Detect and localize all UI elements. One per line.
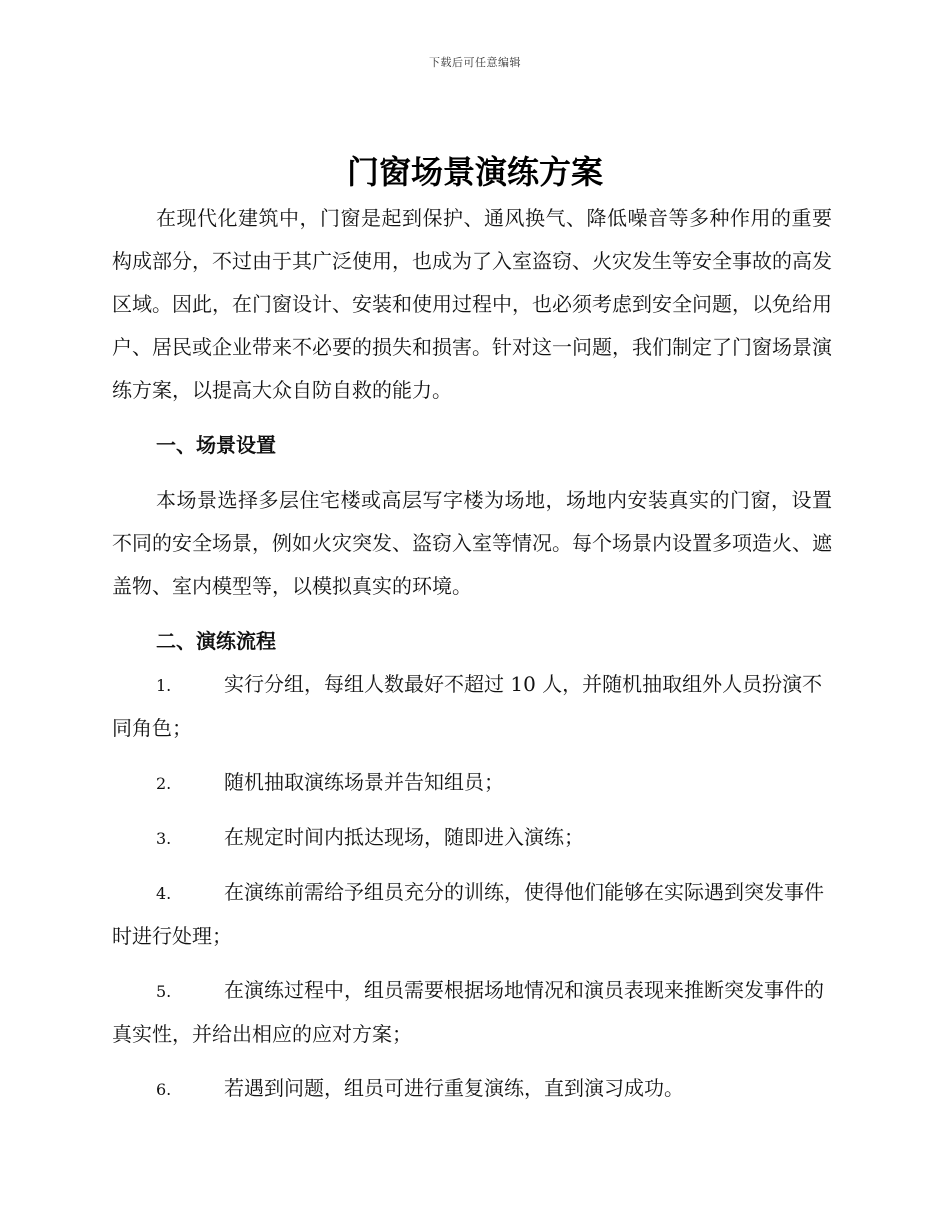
drill-steps-list	[112, 663, 832, 1111]
list-item	[112, 816, 832, 860]
list-item-text: 在规定时间内抵达现场，随即进入演练；	[224, 825, 584, 849]
list-item-text: 随机抽取演练场景并告知组员；	[224, 770, 504, 794]
list-item	[112, 871, 832, 958]
document-body	[112, 197, 832, 1122]
list-item-text: 实行分组，每组人数最好不超过 10 人，并随机抽取组外人员扮演不同角色；	[112, 672, 823, 740]
header-note: 下载后可任意编辑	[429, 56, 521, 69]
list-item-number: 6.	[156, 1080, 172, 1099]
list-item-text: 在演练前需给予组员充分的训练，使得他们能够在实际遇到突发事件时进行处理；	[112, 880, 824, 948]
list-item-number: 5.	[156, 982, 172, 1001]
list-item-text: 在演练过程中，组员需要根据场地情况和演员表现来推断突发事件的真实性，并给出相应的应对方案；	[112, 978, 824, 1046]
list-item	[112, 761, 832, 805]
section-heading-scene-setup: 一、场景设置	[156, 433, 276, 457]
list-item-number: 2.	[156, 774, 172, 793]
page-title: 门窗场景演练方案	[346, 153, 603, 191]
section-heading-drill-process: 二、演练流程	[156, 629, 276, 653]
list-item-number: 4.	[156, 884, 172, 903]
list-item	[112, 969, 832, 1056]
list-item	[112, 1067, 832, 1111]
intro-paragraph: 在现代化建筑中，门窗是起到保护、通风换气、降低噪音等多种作用的重要构成部分，不过由于其广泛使用，也成为了入室盗窃、火灾发生等安全事故的高发区域。因此，在门窗设计、安装和使用过程中，也必须考虑到安全问题，以免给用户、居民或企业带来不必要的损失和损害。针对这一问题，我们制定了门窗场景演练方案，以提高大众自防自救的能力。	[112, 206, 832, 402]
list-item	[112, 663, 832, 750]
scene-setup-paragraph: 本场景选择多层住宅楼或高层写字楼为场地，场地内安装真实的门窗，设置不同的安全场景，例如火灾突发、盗窃入室等情况。每个场景内设置多项造火、遮盖物、室内模型等，以模拟真实的环境。	[112, 488, 832, 598]
list-item-text: 若遇到问题，组员可进行重复演练，直到演习成功。	[224, 1076, 684, 1100]
list-item-number: 3.	[156, 829, 172, 848]
list-item-number: 1.	[156, 676, 172, 695]
